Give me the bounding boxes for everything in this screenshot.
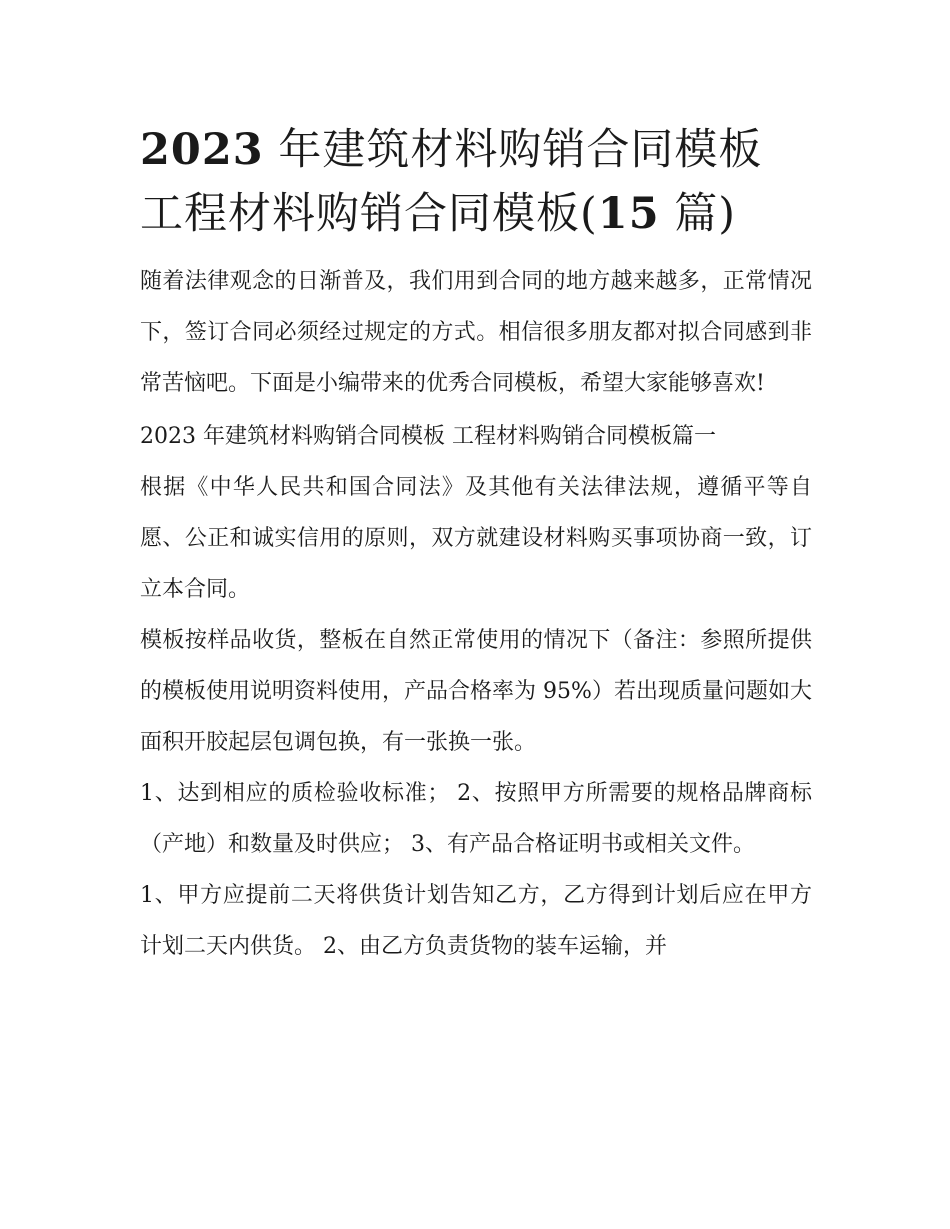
body-paragraph: 根据《中华人民共和国合同法》及其他有关法律法规，遵循平等自愿、公正和诚实信用的原则，双方就建设材料购买事项协商一致，订立本合同。 [140, 475, 812, 602]
title-line1-text: 年建筑材料购销合同模板 [263, 125, 763, 175]
body-paragraph: 1、甲方应提前二天将供货计划告知乙方，乙方得到计划后应在甲方计划二天内供货。 2、由乙方负责货物的装车运输，并 [140, 883, 812, 959]
title-line2-end: 篇) [659, 189, 737, 239]
section-heading: 2023 年建筑材料购销合同模板 工程材料购销合同模板篇一 [140, 424, 716, 449]
body-paragraph: 1、达到相应的质检验收标准； 2、按照甲方所需要的规格品牌商标（产地）和数量及时供应； 3、有产品合格证明书或相关文件。 [140, 781, 812, 857]
title-count: 15 [597, 189, 660, 239]
document-page [140, 118, 812, 972]
intro-paragraph: 随着法律观念的日渐普及，我们用到合同的地方越来越多，正常情况下，签订合同必须经过规定的方式。相信很多朋友都对拟合同感到非常苦恼吧。下面是小编带来的优秀合同模板，希望大家能够喜欢! [140, 269, 812, 396]
title-line2-text: 工程材料购销合同模板( [140, 189, 598, 239]
document-title [140, 118, 812, 246]
body-paragraph: 模板按样品收货，整板在自然正常使用的情况下（备注：参照所提供的模板使用说明资料使用，产品合格率为 95%）若出现质量问题如大面积开胶起层包调包换，有一张换一张。 [140, 628, 812, 755]
title-year: 2023 [140, 125, 264, 175]
